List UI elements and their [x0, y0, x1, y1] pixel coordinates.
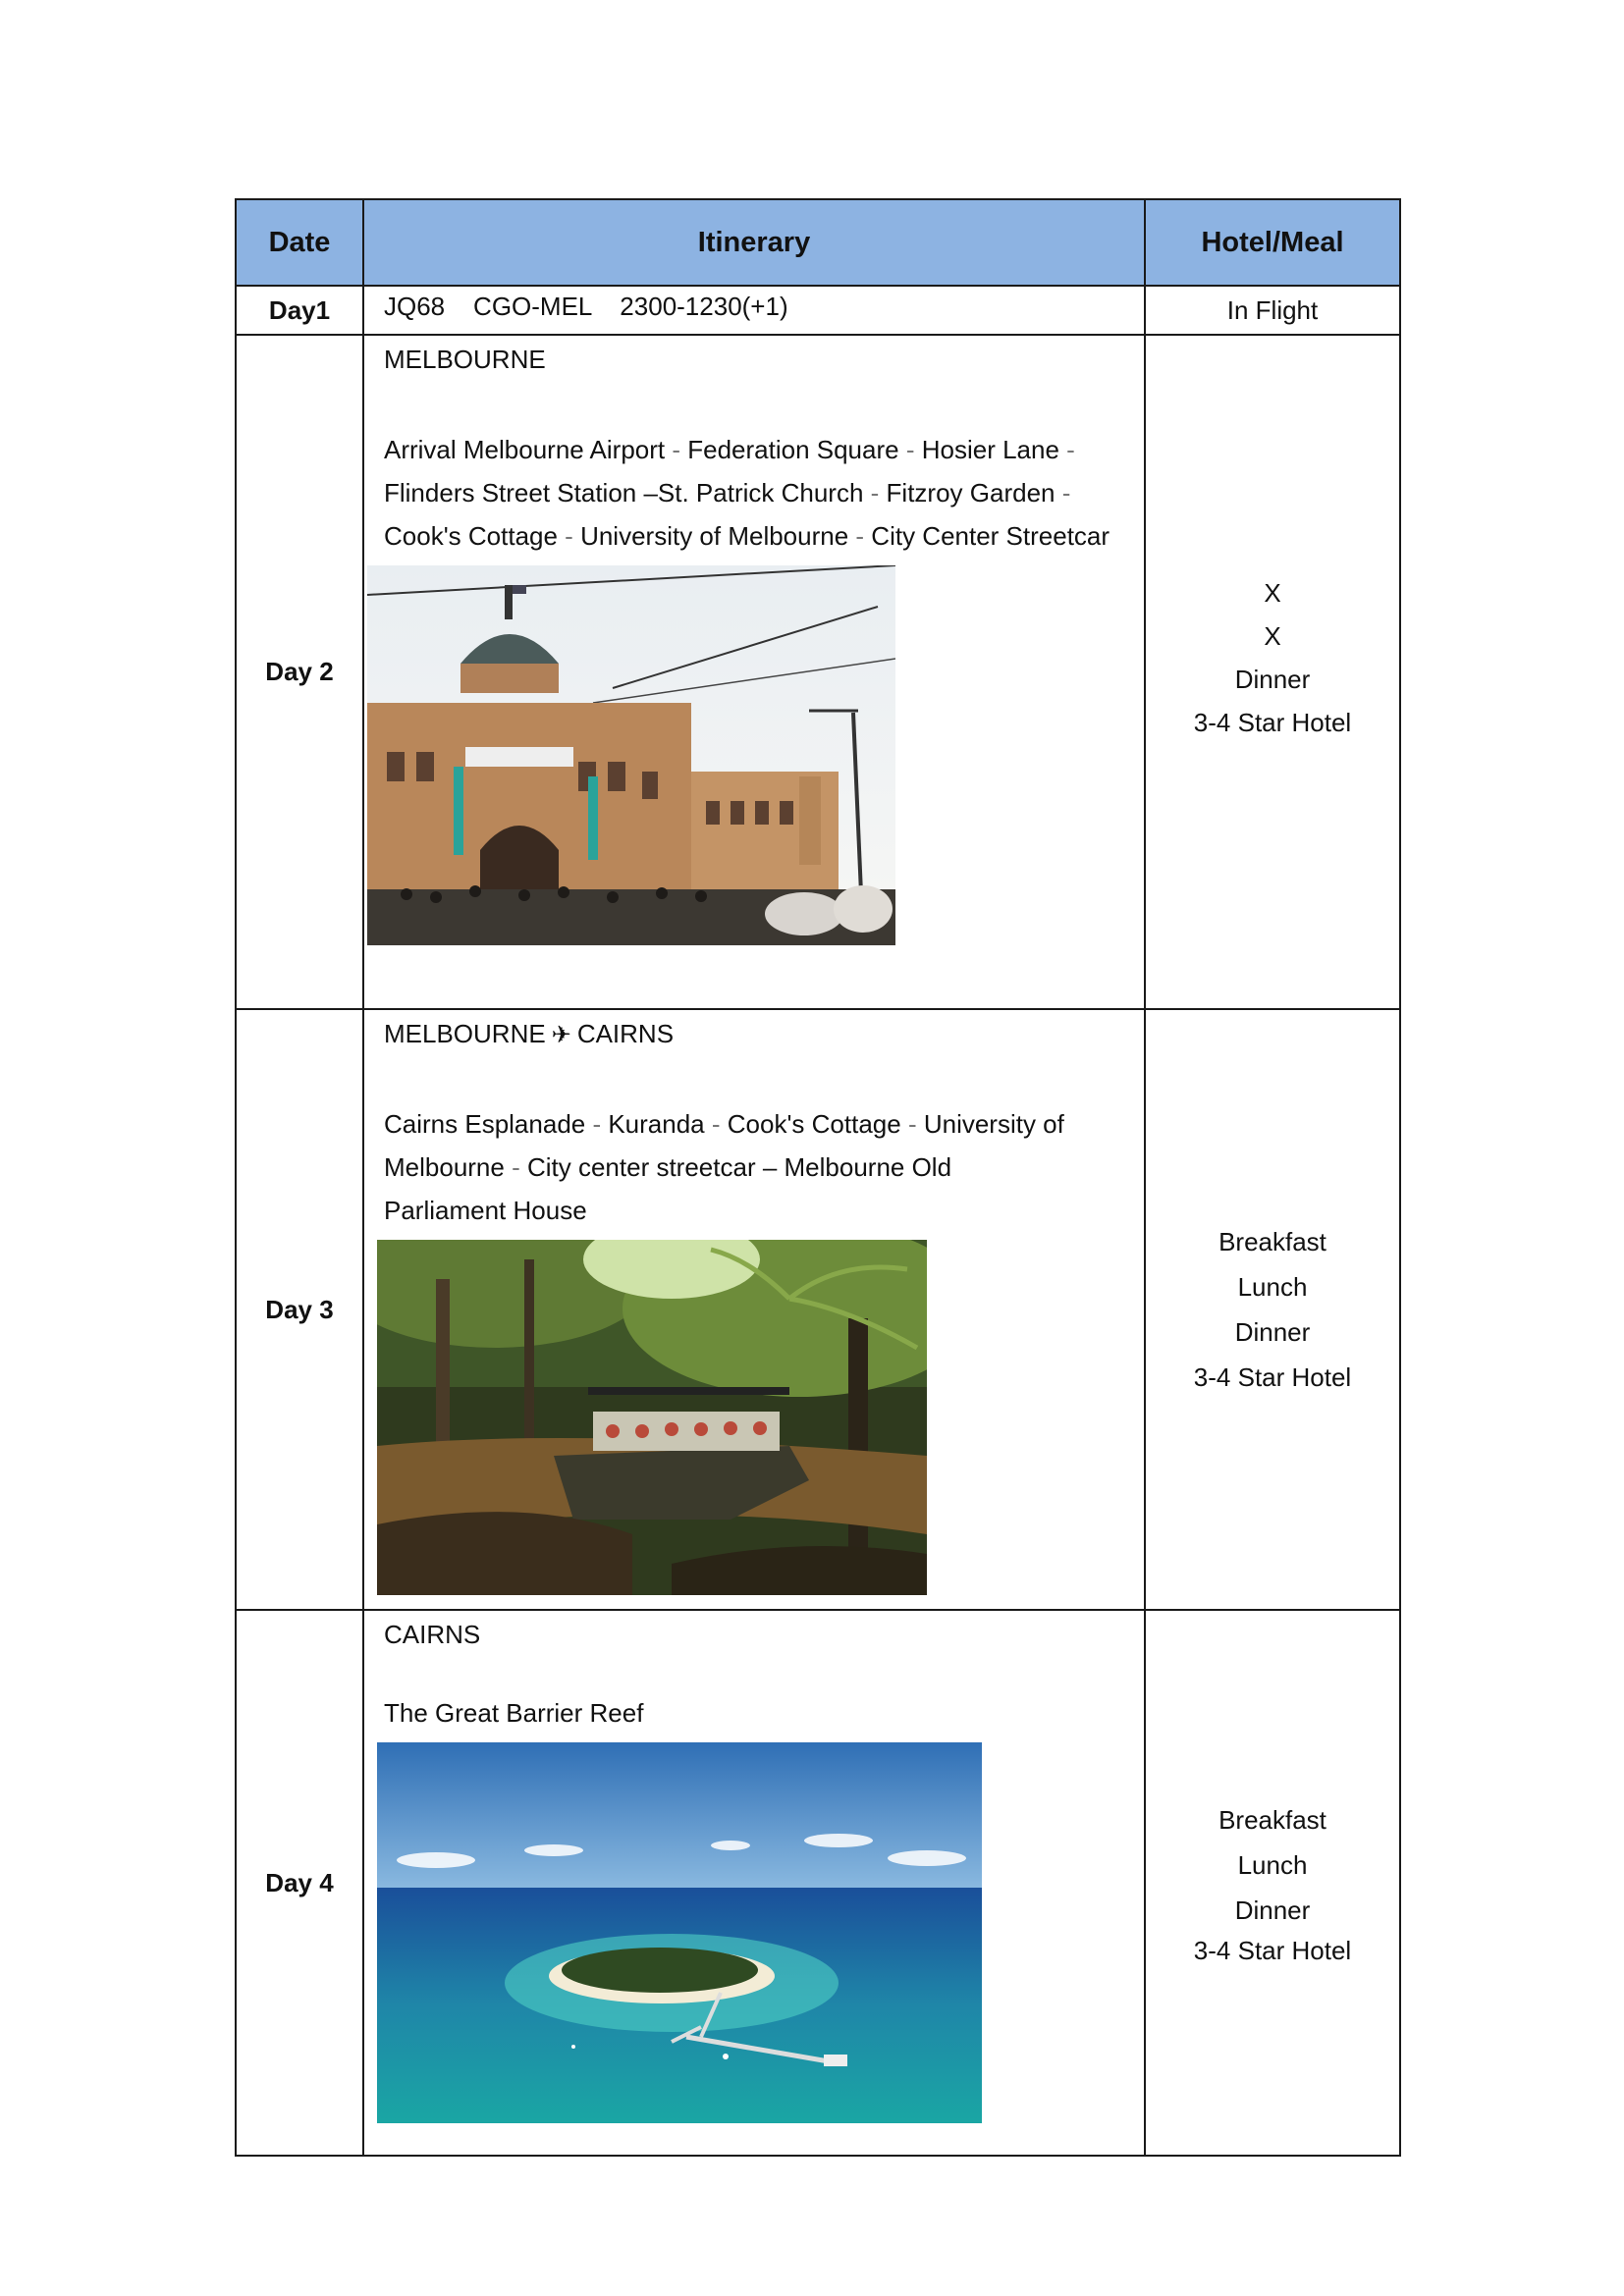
meal-item: Breakfast [1218, 1227, 1326, 1256]
itinerary-cell [363, 1610, 1145, 2156]
stop: Cook's Cottage [384, 521, 558, 551]
day-label: Day 2 [236, 335, 363, 1009]
destination-title: MELBOURNE ✈ CAIRNS [384, 1016, 1132, 1051]
stop: City center streetcar – Melbourne Old Parliament House [384, 1152, 952, 1225]
stop: Fitzroy Garden [886, 478, 1056, 507]
hotel-meal-cell [1145, 1610, 1400, 2156]
meal-item: Breakfast [1218, 1805, 1326, 1835]
itinerary-description: Cairns Esplanade - Kuranda - Cook's Cottage - University of Melbourne - City center streetcar – Melbourne Old Parliament House [384, 1109, 1064, 1225]
stop: Cook's Cottage [727, 1109, 901, 1139]
great-barrier-reef-island-photo [377, 1742, 982, 2123]
itinerary-cell [363, 286, 1145, 335]
table-header-row [236, 199, 1400, 286]
stop: Federation Square [687, 435, 899, 464]
meal-item: X [1264, 577, 1281, 608]
hotel-meal-cell [1145, 286, 1400, 335]
itinerary-cell [363, 1009, 1145, 1610]
meal-item: Dinner [1234, 664, 1311, 694]
itinerary-description: Arrival Melbourne Airport - Federation Square - Hosier Lane - Flinders Street Station –St. Patrick Church - Fitzroy Garden - Cook's Cottage - University of Melbourne - City Center Streetcar [384, 435, 1110, 551]
itinerary-description: The Great Barrier Reef [384, 1698, 644, 1728]
table-row [236, 1009, 1400, 1610]
flinders-street-station-photo [367, 565, 895, 945]
flight-info: JQ68 CGO-MEL 2300-1230(+1) [384, 292, 788, 321]
table-row [236, 1610, 1400, 2156]
day-label: Day 4 [236, 1610, 363, 2156]
table-row [236, 286, 1400, 335]
meal-item: Lunch [1237, 1850, 1308, 1880]
stop: Kuranda [608, 1109, 705, 1139]
itinerary-table [235, 198, 1401, 2157]
stop: University of Melbourne [384, 1109, 1064, 1182]
header-itinerary: Itinerary [363, 199, 1145, 286]
stop: University of Melbourne [580, 521, 849, 551]
stop: Cairns Esplanade [384, 1109, 586, 1139]
stop: Flinders Street Station –St. Patrick Church [384, 478, 864, 507]
header-hotel-meal: Hotel/Meal [1145, 199, 1400, 286]
airplane-icon: ✈ [551, 1022, 571, 1048]
day-label: Day1 [236, 286, 363, 335]
itinerary-cell [363, 335, 1145, 1009]
meal-item: Dinner [1234, 1317, 1311, 1347]
hotel-item: 3-4 Star Hotel [1193, 1362, 1352, 1392]
header-date: Date [236, 199, 363, 286]
stop: Arrival Melbourne Airport [384, 435, 666, 464]
destination-title: CAIRNS [384, 1620, 481, 1649]
stop: Hosier Lane [921, 435, 1059, 464]
destination-title: MELBOURNE [384, 345, 546, 374]
rainforest-amphibious-vehicle-photo [377, 1240, 927, 1595]
table-row [236, 335, 1400, 1009]
day-label: Day 3 [236, 1009, 363, 1610]
meal-item: Lunch [1237, 1272, 1308, 1302]
meal-item: X [1264, 620, 1281, 651]
meal-text: In Flight [1226, 295, 1319, 325]
hotel-item: 3-4 Star Hotel [1193, 707, 1352, 737]
hotel-meal-cell [1145, 335, 1400, 1009]
hotel-item: 3-4 Star Hotel [1193, 1936, 1352, 1965]
meal-item: Dinner [1234, 1896, 1311, 1925]
hotel-meal-cell [1145, 1009, 1400, 1610]
stop: City Center Streetcar [871, 521, 1110, 551]
